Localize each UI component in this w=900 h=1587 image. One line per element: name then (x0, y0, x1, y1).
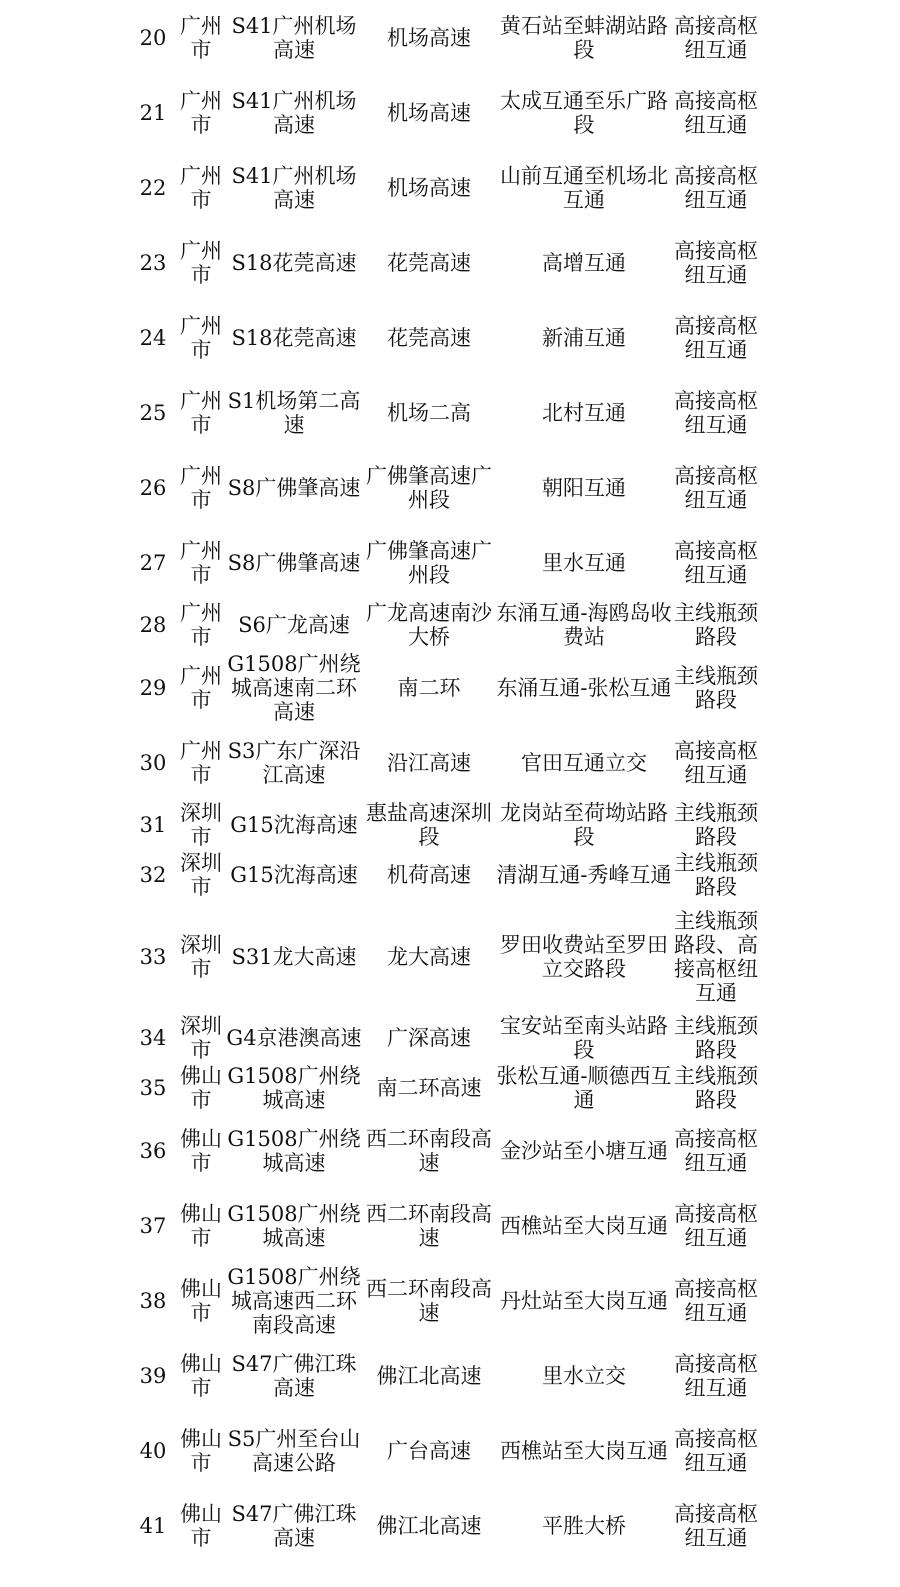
segment-cell: 清湖互通-秀峰互通 (496, 863, 672, 887)
type-cell: 高接高枢纽互通 (674, 88, 758, 137)
road-name-cell: 西二环南段高速 (366, 1276, 492, 1325)
road-name-cell: 广深高速 (387, 1026, 471, 1050)
type-cell: 主线瓶颈路段 (674, 1064, 758, 1112)
table-row (128, 850, 758, 900)
row-number: 41 (139, 1513, 167, 1538)
route-cell: S3广东广深沿江高速 (227, 738, 361, 787)
row-number: 37 (139, 1213, 167, 1238)
road-name-cell: 机场高速 (387, 25, 471, 50)
city-cell: 广州市 (180, 238, 222, 287)
type-cell: 高接高枢纽互通 (674, 388, 758, 437)
table-row (128, 650, 758, 725)
type-cell: 高接高枢纽互通 (674, 463, 758, 512)
type-cell: 高接高枢纽互通 (674, 238, 758, 287)
type-cell: 高接高枢纽互通 (674, 163, 758, 212)
city-cell: 广州市 (180, 313, 222, 362)
row-number: 32 (139, 863, 167, 887)
segment-cell: 罗田收费站至罗田立交路段 (500, 932, 668, 981)
route-cell: G1508广州绕城高速西二环南段高速 (227, 1264, 361, 1337)
segment-cell: 平胜大桥 (542, 1513, 626, 1538)
table-row (128, 1188, 758, 1263)
city-cell: 广州市 (180, 663, 222, 712)
row-number: 26 (139, 475, 167, 500)
row-number: 31 (139, 813, 167, 837)
road-name-cell: 南二环 (397, 675, 461, 700)
segment-cell: 官田互通立交 (521, 750, 647, 775)
table-row (128, 725, 758, 800)
type-cell: 高接高枢纽互通 (674, 1351, 758, 1400)
road-name-cell: 佛江北高速 (376, 1363, 482, 1388)
route-cell: S1机场第二高速 (227, 388, 361, 437)
road-name-cell: 沿江高速 (387, 750, 471, 775)
table-row (128, 525, 758, 600)
city-cell: 佛山市 (180, 1064, 222, 1112)
type-cell: 高接高枢纽互通 (674, 538, 758, 587)
city-cell: 佛山市 (180, 1276, 222, 1325)
segment-cell: 北村互通 (542, 400, 626, 425)
type-cell: 主线瓶颈路段、高接高枢纽互通 (674, 908, 758, 1005)
city-cell: 广州市 (180, 13, 222, 62)
type-cell: 主线瓶颈路段 (674, 851, 758, 899)
road-name-cell: 龙大高速 (387, 944, 471, 969)
route-cell: S18花莞高速 (231, 250, 357, 275)
segment-cell: 里水互通 (542, 550, 626, 575)
city-cell: 佛山市 (180, 1426, 222, 1475)
table-row (128, 1113, 758, 1188)
segment-cell: 黄石站至蚌湖站路段 (500, 13, 668, 62)
row-number: 30 (139, 750, 167, 775)
city-cell: 佛山市 (180, 1201, 222, 1250)
row-number: 20 (139, 25, 167, 50)
type-cell: 高接高枢纽互通 (674, 1126, 758, 1175)
route-cell: S41广州机场高速 (231, 163, 357, 212)
route-cell: G1508广州绕城高速 (227, 1126, 361, 1175)
segment-cell: 山前互通至机场北互通 (500, 163, 668, 212)
road-name-cell: 广台高速 (387, 1438, 471, 1463)
highway-bottleneck-table (128, 0, 758, 1563)
row-number: 23 (139, 250, 167, 275)
city-cell: 佛山市 (180, 1351, 222, 1400)
row-number: 33 (139, 944, 167, 969)
type-cell: 高接高枢纽互通 (674, 1276, 758, 1325)
route-cell: G15沈海高速 (230, 813, 358, 837)
road-name-cell: 广佛肇高速广州段 (366, 538, 492, 587)
table-row (128, 1488, 758, 1563)
route-cell: G4京港澳高速 (226, 1026, 362, 1050)
type-cell: 高接高枢纽互通 (674, 1201, 758, 1250)
row-number: 22 (139, 175, 167, 200)
road-name-cell: 广龙高速南沙大桥 (366, 601, 492, 649)
row-number: 36 (139, 1138, 167, 1163)
route-cell: S5广州至台山高速公路 (227, 1426, 361, 1475)
road-name-cell: 广佛肇高速广州段 (366, 463, 492, 512)
row-number: 35 (139, 1076, 167, 1100)
road-name-cell: 花莞高速 (387, 250, 471, 275)
road-name-cell: 机场高速 (387, 175, 471, 200)
city-cell: 深圳市 (180, 851, 222, 899)
city-cell: 广州市 (180, 463, 222, 512)
segment-cell: 朝阳互通 (542, 475, 626, 500)
type-cell: 高接高枢纽互通 (674, 13, 758, 62)
city-cell: 佛山市 (180, 1501, 222, 1550)
city-cell: 广州市 (180, 388, 222, 437)
table-row (128, 1013, 758, 1063)
row-number: 39 (139, 1363, 167, 1388)
segment-cell: 里水立交 (542, 1363, 626, 1388)
segment-cell: 宝安站至南头站路段 (500, 1014, 668, 1062)
road-name-cell: 花莞高速 (387, 325, 471, 350)
road-name-cell: 西二环南段高速 (366, 1201, 492, 1250)
city-cell: 广州市 (180, 601, 222, 649)
route-cell: G1508广州绕城高速 (227, 1201, 361, 1250)
route-cell: S8广佛肇高速 (227, 550, 361, 575)
row-number: 21 (139, 100, 167, 125)
segment-cell: 西樵站至大岗互通 (500, 1213, 668, 1238)
segment-cell: 丹灶站至大岗互通 (500, 1288, 668, 1313)
route-cell: S18花莞高速 (231, 325, 357, 350)
road-name-cell: 机场二高 (387, 400, 471, 425)
road-name-cell: 佛江北高速 (376, 1513, 482, 1538)
route-cell: G1508广州绕城高速 (227, 1064, 361, 1112)
table-row (128, 1263, 758, 1338)
row-number: 25 (139, 400, 167, 425)
road-name-cell: 惠盐高速深圳段 (366, 801, 492, 849)
city-cell: 广州市 (180, 738, 222, 787)
type-cell: 高接高枢纽互通 (674, 1501, 758, 1550)
route-cell: S8广佛肇高速 (227, 475, 361, 500)
type-cell: 高接高枢纽互通 (674, 738, 758, 787)
table-row (128, 150, 758, 225)
table-row (128, 600, 758, 650)
segment-cell: 高增互通 (542, 250, 626, 275)
type-cell: 高接高枢纽互通 (674, 1426, 758, 1475)
table-row (128, 225, 758, 300)
route-cell: G15沈海高速 (230, 863, 358, 887)
road-name-cell: 机场高速 (387, 100, 471, 125)
type-cell: 主线瓶颈路段 (674, 601, 758, 649)
type-cell: 主线瓶颈路段 (674, 1014, 758, 1062)
row-number: 38 (139, 1288, 167, 1313)
type-cell: 主线瓶颈路段 (674, 663, 758, 712)
row-number: 27 (139, 550, 167, 575)
city-cell: 广州市 (180, 88, 222, 137)
city-cell: 深圳市 (180, 1014, 222, 1062)
road-name-cell: 西二环南段高速 (366, 1126, 492, 1175)
segment-cell: 张松互通-顺德西互通 (496, 1064, 672, 1112)
table-row (128, 1338, 758, 1413)
table-row (128, 900, 758, 1013)
row-number: 34 (139, 1026, 167, 1050)
table-body (128, 0, 758, 1563)
route-cell: G1508广州绕城高速南二环高速 (227, 651, 361, 724)
road-name-cell: 南二环高速 (376, 1076, 482, 1100)
segment-cell: 东涌互通-海鸥岛收费站 (496, 601, 672, 649)
segment-cell: 龙岗站至荷坳站路段 (500, 801, 668, 849)
table-row (128, 0, 758, 75)
row-number: 24 (139, 325, 167, 350)
route-cell: S6广龙高速 (238, 613, 350, 637)
table-row (128, 375, 758, 450)
route-cell: S47广佛江珠高速 (231, 1501, 357, 1550)
segment-cell: 新浦互通 (542, 325, 626, 350)
type-cell: 主线瓶颈路段 (674, 801, 758, 849)
segment-cell: 太成互通至乐广路段 (500, 88, 668, 137)
type-cell: 高接高枢纽互通 (674, 313, 758, 362)
row-number: 40 (139, 1438, 167, 1463)
table-row (128, 1413, 758, 1488)
table-row (128, 800, 758, 850)
city-cell: 深圳市 (180, 801, 222, 849)
road-name-cell: 机荷高速 (387, 863, 471, 887)
city-cell: 广州市 (180, 163, 222, 212)
route-cell: S41广州机场高速 (231, 88, 357, 137)
row-number: 29 (139, 675, 167, 700)
table-row (128, 1063, 758, 1113)
route-cell: S31龙大高速 (231, 944, 357, 969)
city-cell: 广州市 (180, 538, 222, 587)
segment-cell: 西樵站至大岗互通 (500, 1438, 668, 1463)
route-cell: S41广州机场高速 (231, 13, 357, 62)
table-row (128, 450, 758, 525)
table-row (128, 75, 758, 150)
city-cell: 佛山市 (180, 1126, 222, 1175)
row-number: 28 (139, 613, 167, 637)
city-cell: 深圳市 (180, 932, 222, 981)
segment-cell: 金沙站至小塘互通 (500, 1138, 668, 1163)
route-cell: S47广佛江珠高速 (231, 1351, 357, 1400)
table-row (128, 300, 758, 375)
segment-cell: 东涌互通-张松互通 (496, 675, 672, 700)
